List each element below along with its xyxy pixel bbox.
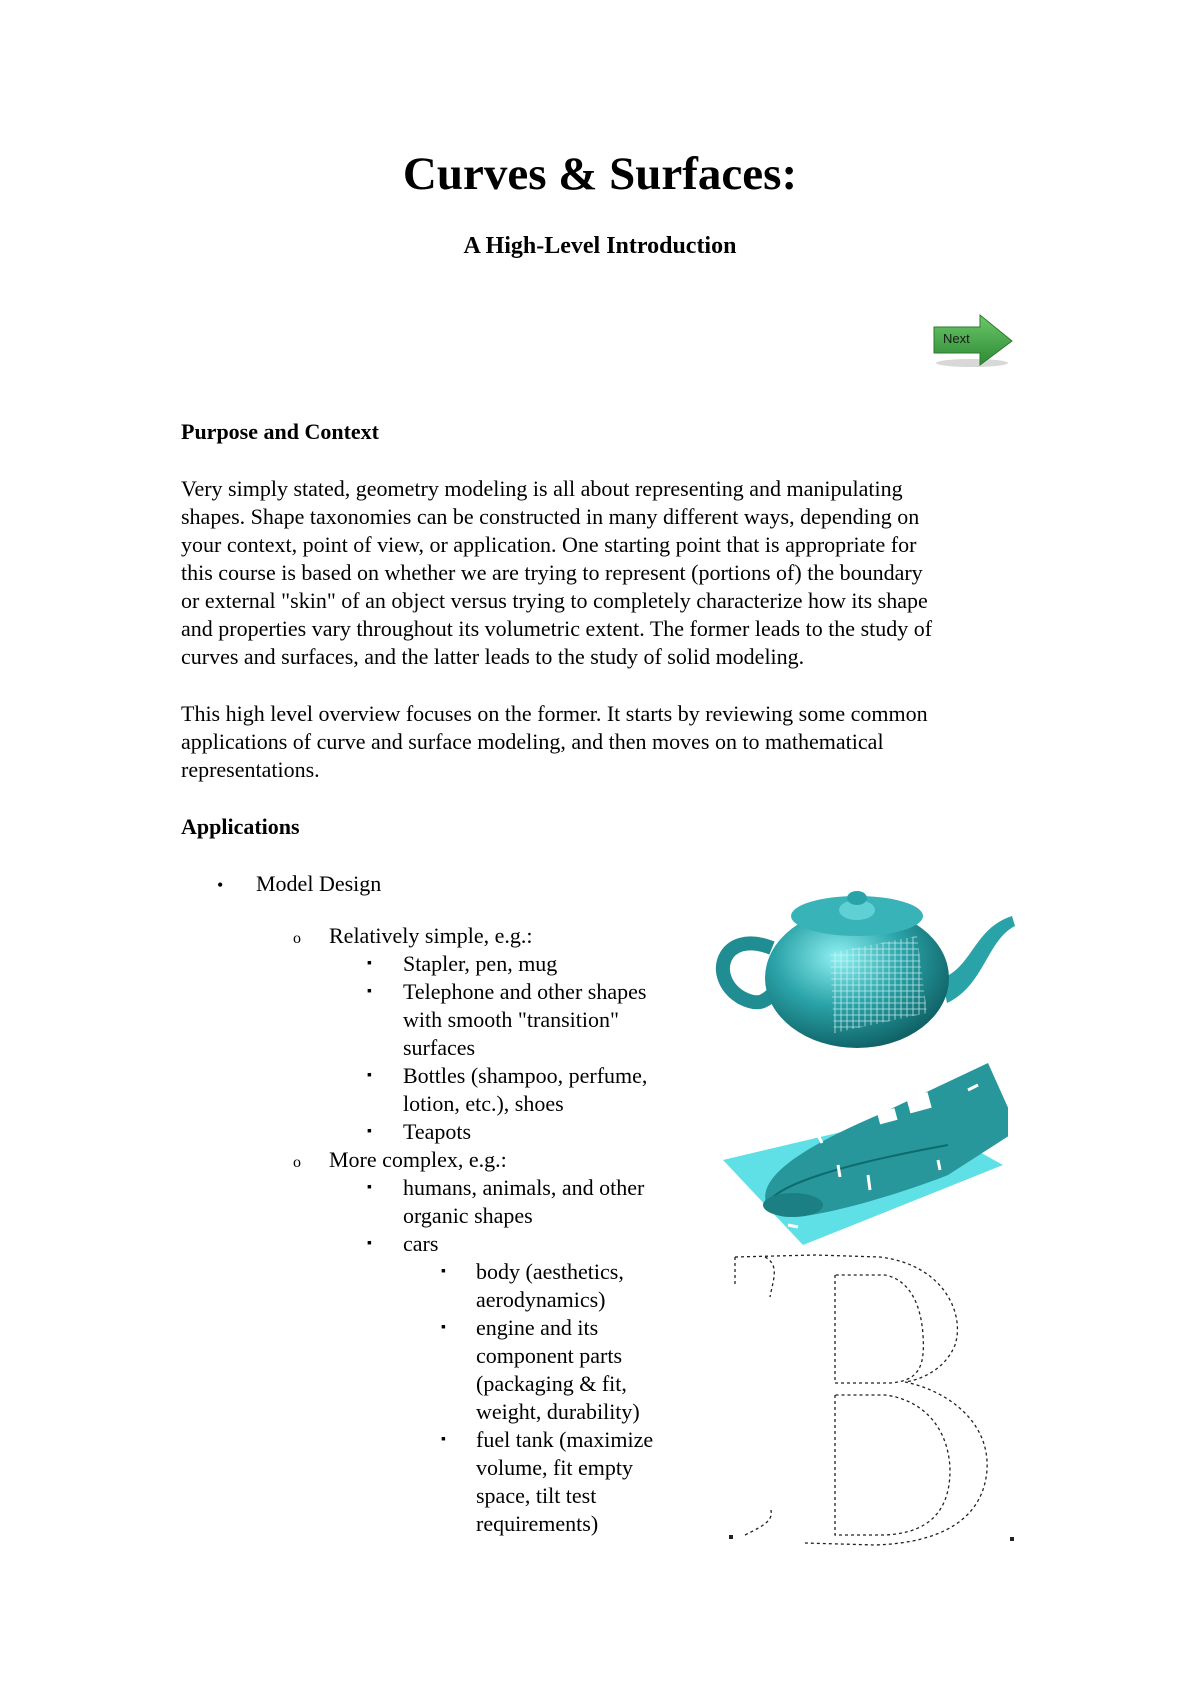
list-item-continuation: requirements) bbox=[476, 1511, 599, 1536]
list-item-continuation: aerodynamics) bbox=[476, 1287, 606, 1312]
list-item: cars bbox=[403, 1231, 439, 1256]
bullet-circle-icon: o bbox=[293, 1154, 301, 1171]
list-item-simple: Relatively simple, e.g.: bbox=[329, 923, 533, 948]
bullet-square-icon: ▪ bbox=[367, 1236, 372, 1251]
paragraph-line: your context, point of view, or application. One starting point that is appropriate for bbox=[181, 532, 917, 557]
bullet-square-icon: ▪ bbox=[441, 1432, 446, 1447]
list-item-continuation: space, tilt test bbox=[476, 1483, 597, 1508]
bullet-square-icon: ▪ bbox=[367, 1180, 372, 1195]
paragraph-line: or external "skin" of an object versus trying to completely characterize how its shape bbox=[181, 588, 928, 613]
applications-heading: Applications bbox=[181, 814, 300, 839]
paragraph-line: applications of curve and surface modeling, and then moves on to mathematical bbox=[181, 729, 884, 754]
paragraph-line: curves and surfaces, and the latter leads to the study of solid modeling. bbox=[181, 644, 805, 669]
list-item: Telephone and other shapes bbox=[403, 979, 647, 1004]
page-subtitle: A High-Level Introduction bbox=[463, 233, 737, 259]
bullet-disc-icon: • bbox=[217, 875, 224, 895]
list-item-continuation: volume, fit empty bbox=[476, 1455, 634, 1480]
list-item: Bottles (shampoo, perfume, bbox=[403, 1063, 648, 1088]
list-item-continuation: organic shapes bbox=[403, 1203, 533, 1228]
list-item-model-design: Model Design bbox=[256, 871, 382, 896]
list-item: fuel tank (maximize bbox=[476, 1427, 654, 1452]
list-item-complex: More complex, e.g.: bbox=[329, 1147, 507, 1172]
paragraph-line: and properties vary throughout its volumetric extent. The former leads to the study of bbox=[181, 616, 933, 641]
list-item: Teapots bbox=[403, 1119, 472, 1144]
bullet-square-icon: ▪ bbox=[367, 1068, 372, 1083]
paragraph-line: shapes. Shape taxonomies can be constructed in many different ways, depending on bbox=[181, 504, 920, 529]
list-item-continuation: surfaces bbox=[403, 1035, 476, 1060]
list-item-continuation: weight, durability) bbox=[476, 1399, 640, 1424]
car-surface-illustration bbox=[718, 1055, 1008, 1250]
list-item: Stapler, pen, mug bbox=[403, 951, 558, 976]
bullet-square-icon: ▪ bbox=[367, 984, 372, 999]
list-item: humans, animals, and other bbox=[403, 1175, 645, 1200]
bullet-square-icon: ▪ bbox=[367, 1124, 372, 1139]
list-item-continuation: with smooth "transition" bbox=[403, 1007, 619, 1032]
paragraph-line: This high level overview focuses on the former. It starts by reviewing some common bbox=[181, 701, 928, 726]
next-button-label: Next bbox=[943, 331, 970, 346]
list-item: body (aesthetics, bbox=[476, 1259, 624, 1284]
paragraph-line: representations. bbox=[181, 757, 320, 782]
paragraph-line: this course is based on whether we are trying to represent (portions of) the boundary bbox=[181, 560, 923, 585]
next-button[interactable] bbox=[932, 313, 1014, 369]
list-item-continuation: (packaging & fit, bbox=[476, 1371, 627, 1396]
list-item: engine and its bbox=[476, 1315, 599, 1340]
bullet-circle-icon: o bbox=[293, 930, 301, 947]
purpose-heading: Purpose and Context bbox=[181, 419, 380, 444]
teapot-illustration bbox=[712, 868, 1022, 1058]
letter-b-curve-illustration bbox=[725, 1245, 1015, 1550]
paragraph-line: Very simply stated, geometry modeling is all about representing and manipulating bbox=[181, 476, 903, 501]
page-title: Curves & Surfaces: bbox=[402, 148, 798, 200]
bullet-square-icon: ▪ bbox=[367, 956, 372, 971]
bullet-square-icon: ▪ bbox=[441, 1264, 446, 1279]
bullet-square-icon: ▪ bbox=[441, 1320, 446, 1335]
list-item-continuation: component parts bbox=[476, 1343, 623, 1368]
list-item-continuation: lotion, etc.), shoes bbox=[403, 1091, 564, 1116]
